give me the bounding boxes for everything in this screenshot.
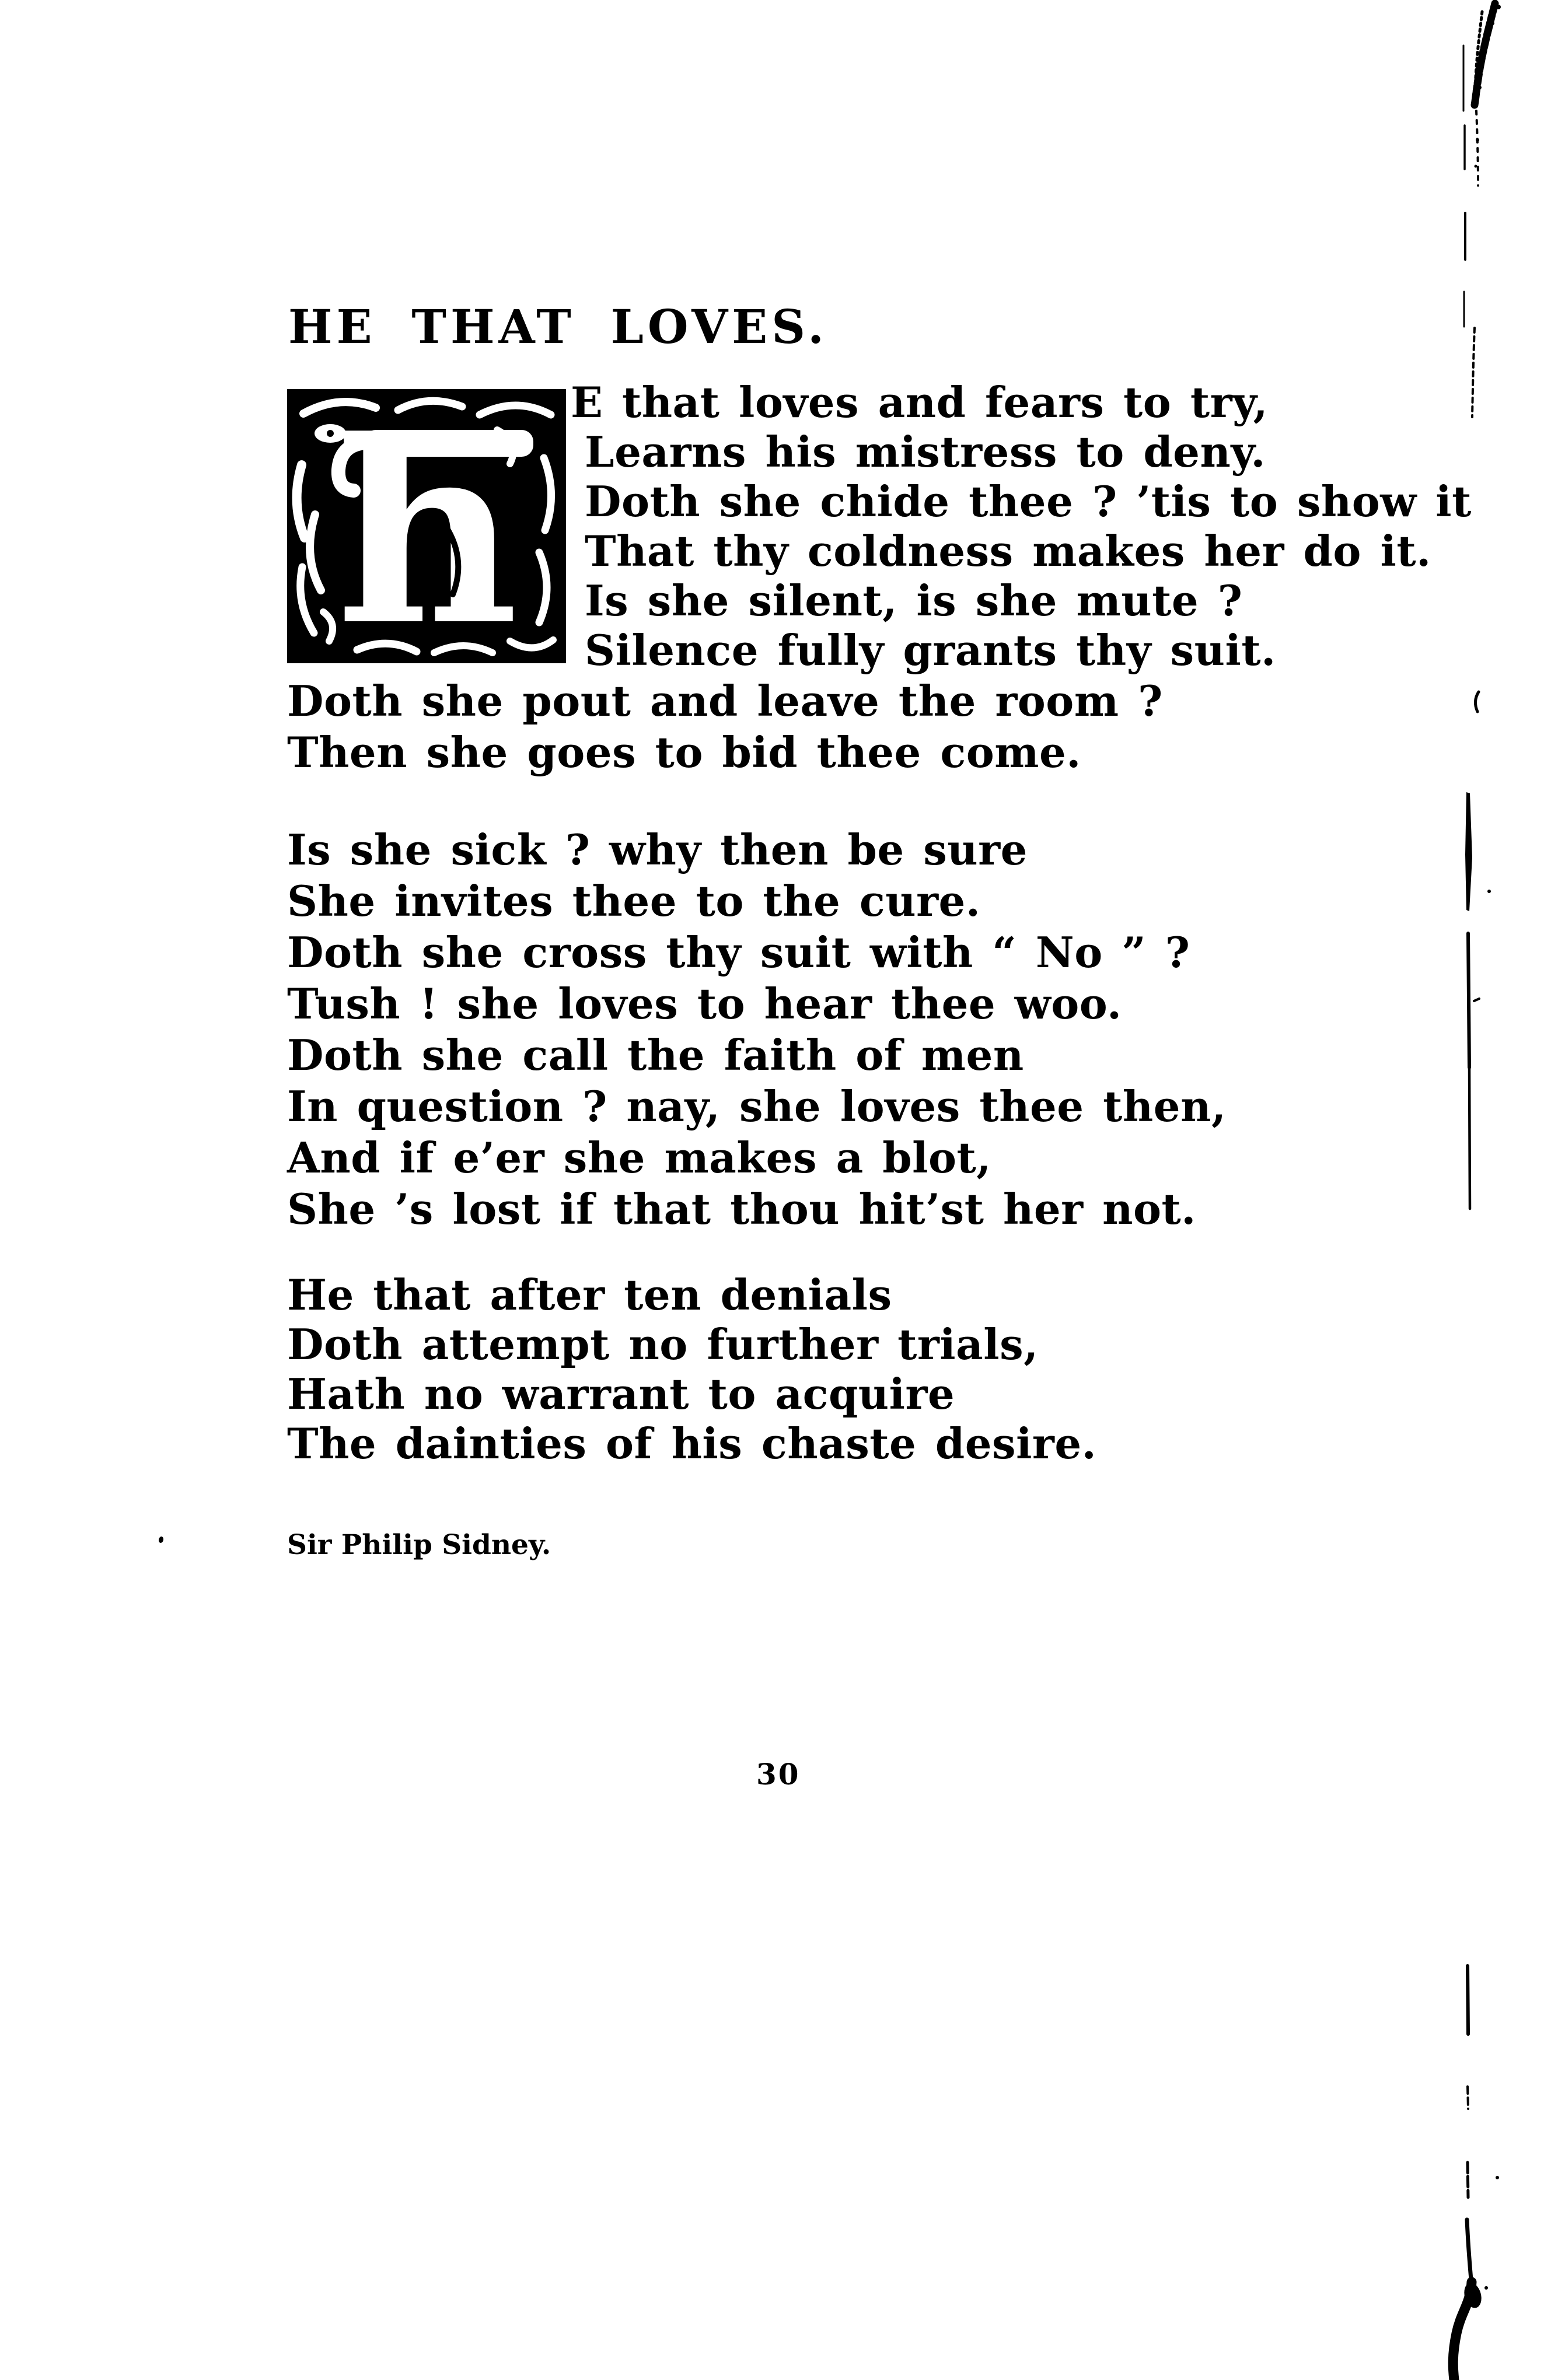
poem-line: In question ? nay, she loves thee then, <box>287 1082 1227 1131</box>
eye-pupil <box>327 430 334 437</box>
drop-cap-woodcut <box>287 389 566 663</box>
poem-line: She invites thee to the cure. <box>287 876 981 926</box>
scan-artifact-marks <box>1453 4 1495 2380</box>
drop-cap-letter: h <box>336 389 519 663</box>
poem-line: Tush ! she loves to hear thee woo. <box>287 979 1122 1028</box>
scan-artifact-right-edge <box>1447 0 1544 2380</box>
poem-line: Then she goes to bid thee come. <box>287 727 1081 777</box>
poem-line: Doth she cross thy suit with “ No ” ? <box>287 928 1190 977</box>
poem-line: Is she silent, is she mute ? <box>585 576 1243 625</box>
poem-line: Doth she call the faith of men <box>287 1030 1024 1080</box>
poem-line: E that loves and fears to try, <box>571 377 1269 427</box>
poem-line: Learns his mistress to deny. <box>585 427 1266 477</box>
poem-attribution: Sir Philip Sidney. <box>287 1529 551 1561</box>
poem-line: Hath no warrant to acquire <box>287 1369 955 1419</box>
poem-line: And if e’er she makes a blot, <box>287 1133 991 1182</box>
poem-line: Doth she chide thee ? ’tis to show it <box>585 477 1472 526</box>
poem-line: The dainties of his chaste desire. <box>287 1419 1097 1468</box>
page-number: 30 <box>756 1757 801 1791</box>
poem-line: She ’s lost if that thou hit’st her not. <box>287 1184 1196 1234</box>
poem-line: Doth attempt no further trials, <box>287 1320 1039 1369</box>
page-title: HE THAT LOVES. <box>288 299 828 354</box>
scan-artifact-ink-dot <box>158 1536 164 1544</box>
poem-line: Silence fully grants thy suit. <box>585 625 1276 675</box>
poem-line: Doth she pout and leave the room ? <box>287 676 1163 726</box>
poem-line: Is she sick ? why then be sure <box>287 825 1028 874</box>
poem-line: He that after ten denials <box>287 1270 892 1320</box>
poem-line: That thy coldness makes her do it. <box>585 526 1431 576</box>
